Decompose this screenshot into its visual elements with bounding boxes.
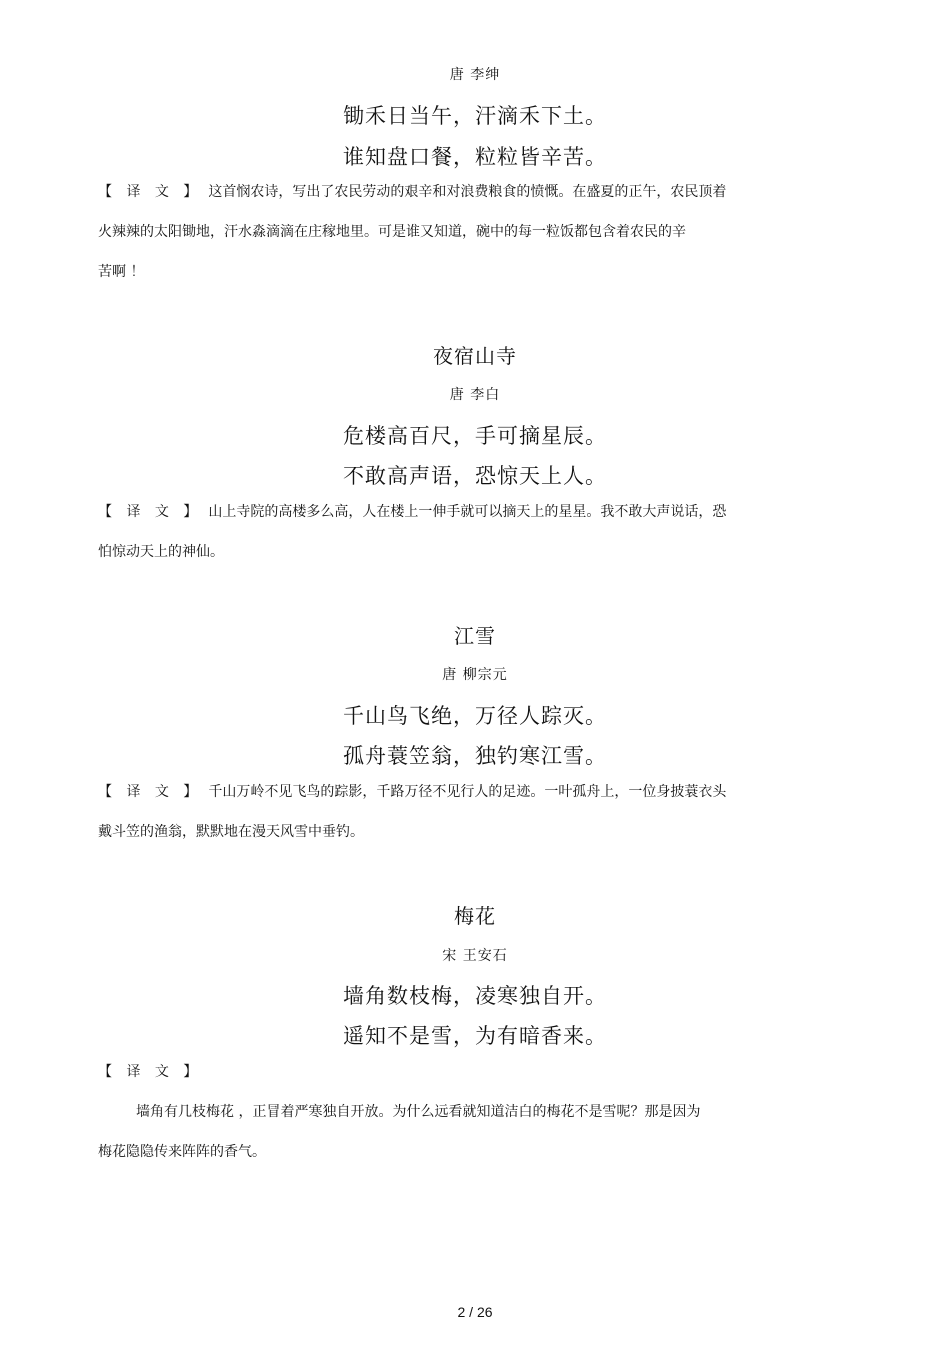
poem-line: 孤舟蓑笠翁，独钓寒江雪。	[343, 744, 607, 768]
translation-text: 千山万岭不见飞鸟的踪影，千路万径不见行人的足迹。一叶孤舟上，一位身披蓑衣头	[208, 784, 727, 800]
translation-block	[98, 772, 748, 852]
poem-title: 夜宿山寺	[433, 344, 517, 368]
translation-line: 梅花隐隐传来阵阵的香气。	[98, 1144, 266, 1160]
translation-block	[98, 172, 748, 292]
translation-text: 山上寺院的高楼多么高，人在楼上一伸手就可以摘天上的星星。我不敢大声说话，恐	[208, 504, 727, 520]
poem-line: 墙角数枝梅，凌寒独自开。	[343, 984, 607, 1008]
translation-label: 【 译 文 】	[98, 184, 203, 200]
translation-line	[98, 772, 748, 812]
poem-author: 唐 柳宗元	[442, 667, 508, 683]
translation-block	[98, 492, 748, 572]
poem-line: 不敢高声语，恐惊天上人。	[343, 464, 607, 488]
poem-title: 梅花	[454, 904, 496, 928]
translation-line	[98, 172, 748, 212]
translation-line: 火辣辣的太阳锄地，汗水淼滴滴在庄稼地里。可是谁又知道，碗中的每一粒饭都包含着农民的辛	[98, 224, 686, 240]
poem-line: 危楼高百尺，手可摘星辰。	[343, 424, 607, 448]
translation-line: 怕惊动天上的神仙。	[98, 544, 224, 560]
poem-author: 宋 王安石	[442, 948, 508, 964]
poem-author: 唐 李绅	[449, 67, 501, 83]
poem-line: 锄禾日当午，汗滴禾下土。	[343, 104, 607, 128]
poem-line: 遥知不是雪，为有暗香来。	[343, 1024, 607, 1048]
translation-label: 【 译 文 】	[98, 1064, 203, 1080]
poem-title: 江雪	[454, 624, 496, 648]
page-number: 2 / 26	[457, 1304, 493, 1320]
poem-line: 千山鸟飞绝，万径人踪灭。	[343, 704, 607, 728]
poem-author: 唐 李白	[449, 387, 501, 403]
translation-line: 墙角有几枝梅花 ，正冒着严寒独自开放。为什么远看就知道洁白的梅花不是雪呢？那是因为	[136, 1104, 701, 1120]
translation-line	[98, 492, 748, 532]
translation-label: 【 译 文 】	[98, 504, 203, 520]
translation-block	[98, 1052, 748, 1172]
translation-line: 戴斗笠的渔翁，默默地在漫天风雪中垂钓。	[98, 824, 364, 840]
poem-line: 谁知盘口餐，粒粒皆辛苦。	[343, 145, 607, 169]
translation-text: 这首悯农诗，写出了农民劳动的艰辛和对浪费粮食的愤慨。在盛夏的正午，农民顶着	[208, 184, 727, 200]
translation-line: 苦啊 ！	[98, 264, 145, 280]
translation-label: 【 译 文 】	[98, 784, 203, 800]
translation-line	[98, 1052, 748, 1092]
